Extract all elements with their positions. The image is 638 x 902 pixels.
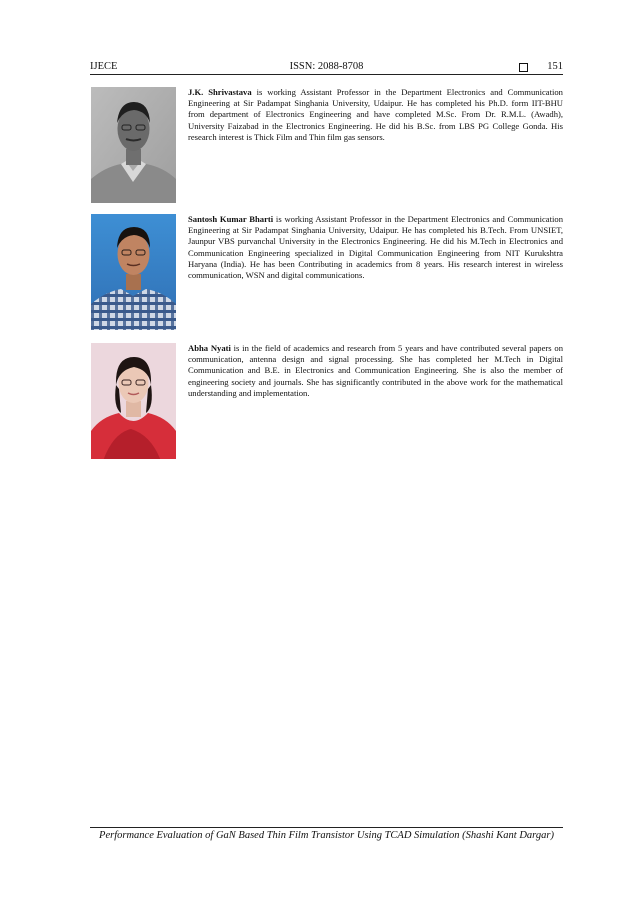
author-photo	[91, 343, 176, 459]
footer-rule	[90, 827, 563, 828]
author-name: Abha Nyati	[188, 343, 231, 353]
running-footer: Performance Evaluation of GaN Based Thin Film Transistor Using TCAD Simulation (Shashi Kant Dargar)	[99, 830, 554, 841]
square-bullet-icon	[519, 63, 528, 72]
author-name: Santosh Kumar Bharti	[188, 214, 274, 224]
running-header	[90, 60, 563, 74]
author-name: J.K. Shrivastava	[188, 87, 252, 97]
author-photo	[91, 214, 176, 330]
issn: ISSN: 2088-8708	[289, 61, 364, 72]
bio-body: is in the field of academics and research from 5 years and have contributed several papers on communication, antenna design and signal processing. She has completed her M.Tech in Digital Communication and B.E. in Electronics and Communication Engineering. She is also the member of engineering society and journals. She has significantly contributed in the above work for the mathematical understanding and implementation.	[188, 343, 563, 398]
bio-body: is working Assistant Professor in the Department Electronics and Communication Engineering at Sir Padampat Singhania University, Udaipur. He has completed his Ph.D. form IIT-BHU from department of Electronics Engineering and have completed M.Sc. From Dr. R.M.L. (Awadh), University Faizabad in the Electronics Engineering. He did his B.Sc. from LBS PG College Gonda. His research interest is Thick Film and Thin film gas sensors.	[188, 87, 563, 142]
author-photo	[91, 87, 176, 203]
bio-paragraph	[188, 343, 563, 399]
journal-abbreviation: IJECE	[90, 61, 118, 72]
bio-paragraph	[188, 87, 563, 143]
header-right	[519, 60, 563, 74]
bio-paragraph	[188, 214, 563, 281]
page-number: 151	[547, 61, 563, 72]
header-rule	[90, 74, 563, 75]
bio-body: is working Assistant Professor in the Department Electronics and Communication Engineering at Sir Padampat Singhania University, Udaipur. He has completed his B.Tech. From UNSIET, Jaunpur VBS purvanchal University in the Electronics Engineering. He did his M.Tech in Electronics and Communication Engineering specialized in Digital Communication Engineering from NIT Kurukshtra Haryana (India). He has been Contributing in academics from 8 years. His research interest in wireless communication, WSN and digital communications.	[188, 214, 563, 281]
